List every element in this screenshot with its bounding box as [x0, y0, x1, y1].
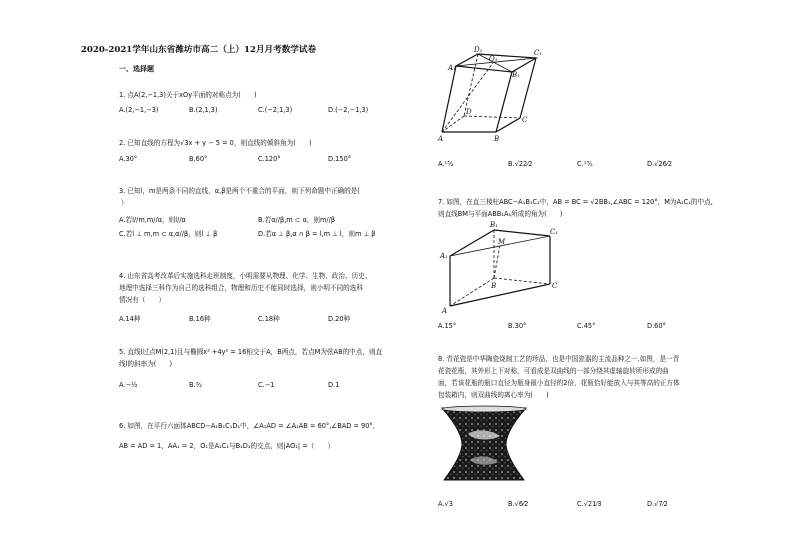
- q1-option-d: D.(−2,−1,3): [328, 106, 369, 114]
- q8-option-c: C.√21⁄3: [577, 500, 602, 508]
- q8-option-d: D.√7⁄2: [647, 500, 668, 508]
- q6-option-a: A.¹³⁄₂: [438, 160, 454, 168]
- fig6-label-c1: C₁: [534, 49, 543, 57]
- q8-line3: 面，若该花瓶的瓶口直径为瓶身最小直径的2倍，花瓶恰好能放入与其等高的正方体: [438, 379, 680, 387]
- q3-option-c: C.若l ⊥ m,m ⊂ α,α//β，则l ⊥ β: [119, 230, 218, 238]
- fig7-label-c: C: [552, 282, 558, 290]
- q7-option-b: B.30°: [508, 322, 527, 330]
- q6-option-b: B.√22⁄2: [508, 160, 533, 168]
- fig6-label-d1: D₁: [474, 46, 483, 54]
- q4-line2: 地理中选择三科作为自己的选科组合，物理和历史不能同时选择，则小明不同的选科: [119, 284, 363, 292]
- vase-image: [440, 404, 528, 484]
- q8-line1: 8. 青花瓷是中华陶瓷烧制工艺的珍品，也是中国瓷器的主流品种之一.如图，是一青: [438, 355, 680, 363]
- fig7-label-m: M: [498, 238, 506, 246]
- fig6-label-a1: A₁: [448, 64, 456, 72]
- q3-option-b: B.若α//β,m ⊂ α，则m//β: [258, 216, 336, 224]
- fig6-label-b: B: [494, 135, 500, 143]
- q4-option-b: B.16种: [189, 315, 211, 323]
- fig7-label-a1: A₁: [440, 252, 448, 260]
- fig6-label-d: D: [466, 108, 472, 116]
- q4-option-d: D.20种: [328, 315, 351, 323]
- q8-line2: 花瓷花瓶，其外形上下对称，可看成是双曲线的一部分绕其虚轴旋转所形成的曲: [438, 367, 669, 375]
- q6-option-d: D.√26⁄2: [647, 160, 673, 168]
- q5-line1: 5. 直线l过点M(2,1)且与椭圆x² +4y² = 16相交于A，B两点，若点M为弦AB的中点，则直: [119, 348, 383, 356]
- q7-option-a: A.15°: [438, 322, 457, 330]
- q5-option-b: B.³⁄₂: [189, 381, 203, 389]
- q1-option-c: C.(−2,1,3): [258, 106, 293, 114]
- q3-option-d: D.若α ⊥ β,α ∩ β = l,m ⊥ l，则m ⊥ β: [258, 230, 376, 238]
- fig6-label-a: A: [438, 135, 444, 143]
- q8-option-b: B.√6⁄2: [508, 500, 529, 508]
- q2-option-d: D.150°: [328, 155, 352, 163]
- q2-stem: 2. 已知直线的方程为√3x + y − 5 = 0，则直线的倾斜角为( ): [119, 139, 312, 147]
- q3-stem-end: ）: [121, 199, 128, 207]
- q2-option-b: B.60°: [189, 155, 208, 163]
- q7-option-c: C.45°: [577, 322, 596, 330]
- q4-line1: 4. 山东省高考改革后实施选科走班制度，小明需要从物理、化学、生物、政治、历史、: [119, 272, 372, 280]
- q1-option-a: A.(2,−1,−3): [119, 106, 159, 114]
- q7-option-d: D.60°: [647, 322, 666, 330]
- figure-parallelepiped: [436, 44, 546, 144]
- fig6-label-o1: O₁: [489, 55, 498, 63]
- fig7-label-c1: C₁: [550, 228, 559, 236]
- q7-line1: 7. 如图，在直三棱柱ABC−A₁B₁C₁中，AB = BC = √2BB₁,∠ABC = 120°，M为A₁C₁的中点,: [438, 198, 713, 206]
- q8-option-a: A.√3: [438, 500, 453, 508]
- q6-line1: 6. 如图，在平行六面体ABCD−A₁B₁C₁D₁中，∠A₁AD = ∠A₁AB = 60°,∠BAD = 90°，: [119, 422, 380, 430]
- q4-option-c: C.18种: [258, 315, 280, 323]
- section-heading: 一、选择题: [119, 65, 154, 73]
- fig7-label-a: A: [442, 307, 448, 314]
- fig6-label-c: C: [522, 116, 528, 124]
- q3-stem: 3. 已知l，m是两条不同的直线，α,β是两个不重合的平面，则下列命题中正确的是(: [119, 187, 360, 195]
- q2-option-a: A.30°: [119, 155, 138, 163]
- q1-option-b: B.(2,1,3): [189, 106, 218, 114]
- q1-stem: 1. 点A(2,−1,3)关于xOy平面的对称点为( ): [119, 91, 257, 99]
- q5-line2: 线l的斜率为( ): [119, 360, 173, 368]
- fig7-label-b1: B₁: [490, 221, 498, 229]
- q3-option-a: A.若l//m,m//α，则l//α: [119, 216, 186, 224]
- page-title: 2020-2021学年山东省潍坊市高二（上）12月月考数学试卷: [80, 45, 317, 55]
- q6-line2: AB = AD = 1，AA₁ = 2，O₁是A₁C₁与B₁D₁的交点，则|AO₁| =（ ）: [119, 442, 335, 450]
- q6-option-c: C.¹³⁄₂: [577, 160, 593, 168]
- q5-option-a: A.−½: [119, 381, 138, 389]
- q5-option-c: C.−1: [258, 381, 275, 389]
- figure-prism: [438, 218, 568, 314]
- q5-option-d: D.1: [328, 381, 340, 389]
- q4-line3: 情况有（ ）: [119, 296, 166, 304]
- fig6-label-b1: B₁: [512, 71, 520, 79]
- q4-option-a: A.14种: [119, 315, 141, 323]
- fig7-label-b: B: [491, 282, 497, 290]
- q2-option-c: C.120°: [258, 155, 281, 163]
- q7-line2: 则直线BM与平面ABB₁A₁所成的角为( ): [438, 210, 563, 218]
- q8-line4: 包装箱内，则双曲线的离心率为( ): [438, 391, 549, 399]
